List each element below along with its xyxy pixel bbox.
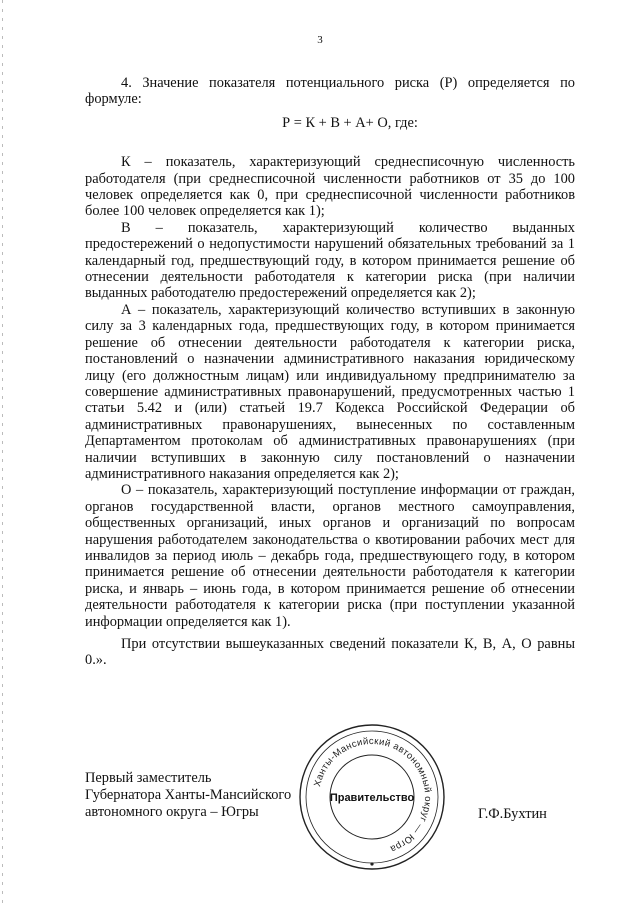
signatory-position <box>85 770 291 821</box>
svg-text:Ханты-Мансийский автономный ок: Ханты-Мансийский автономный округ — Югра <box>312 735 434 855</box>
position-line-3: автономного округа – Югры <box>85 804 259 820</box>
official-seal <box>297 722 447 872</box>
paragraph-a: А – показатель, характеризующий количество вступивших в законную силу за 3 календарных года, предшествующих году, в котором принимается решение об отнесении деятельности работодателя к категории риска, постановлений о назначении административного наказания юридическому лицу (его должностным лицам) или индивидуальному предпринимателю за совершение административных правонарушений, предусмотренных частью 1 статьи 5.42 и (или) статьей 19.7 Кодекса Российской Федерации об административных правонарушениях, вынесенных по составленным Департаментом протоколам об административных правонарушениях (при наличии вступивших в законную силу постановлений о назначении административного наказания определяется как 2); <box>85 301 575 482</box>
paragraph-intro: 4. Значение показателя потенциального риска (Р) определяется по формуле: <box>85 75 575 108</box>
paragraph-k: К – показатель, характеризующий среднесписочную численность работодателя (при среднесписочной численности работников от 35 до 100 человек определяется как 0, при среднесписочной численности работников более 100 человек определяется как 1); <box>85 154 575 220</box>
signatory-name: Г.Ф.Бухтин <box>478 806 547 822</box>
page-number: 3 <box>317 34 323 46</box>
scan-edge-line <box>2 0 3 905</box>
document-body <box>85 75 575 669</box>
paragraph-o: О – показатель, характеризующий поступление информации от граждан, органов государственной власти, органов местного самоуправления, общественных организаций, иных органов и организаций по вопросам нарушения работодателем законодательства о квотировании рабочих мест для инвалидов за период июль – декабрь года, предшествующего году, в котором принимается решение об отнесении деятельности работодателя к категории риска, и январь – июнь года, в котором принимается решение об отнесении деятельности работодателя к категории риска (при поступлении указанной информации определяется как 1). <box>85 482 575 630</box>
svg-text:Правительство: Правительство <box>329 792 415 804</box>
paragraph-closing: При отсутствии вышеуказанных сведений показатели К, В, А, О равны 0.». <box>85 636 575 669</box>
position-line-1: Первый заместитель <box>85 770 212 786</box>
paragraph-b: В – показатель, характеризующий количество выданных предостережений о недопустимости нарушений обязательных требований за 1 календарный год, предшествующий году, в котором принимается решение об отнесении деятельности работодателя к категории риска (при наличии выданных работодателю предостережений определяется как 2); <box>85 219 575 302</box>
risk-formula: Р = К + В + А+ О, где: <box>282 114 418 131</box>
position-line-2: Губернатора Ханты-Мансийского <box>85 787 292 803</box>
